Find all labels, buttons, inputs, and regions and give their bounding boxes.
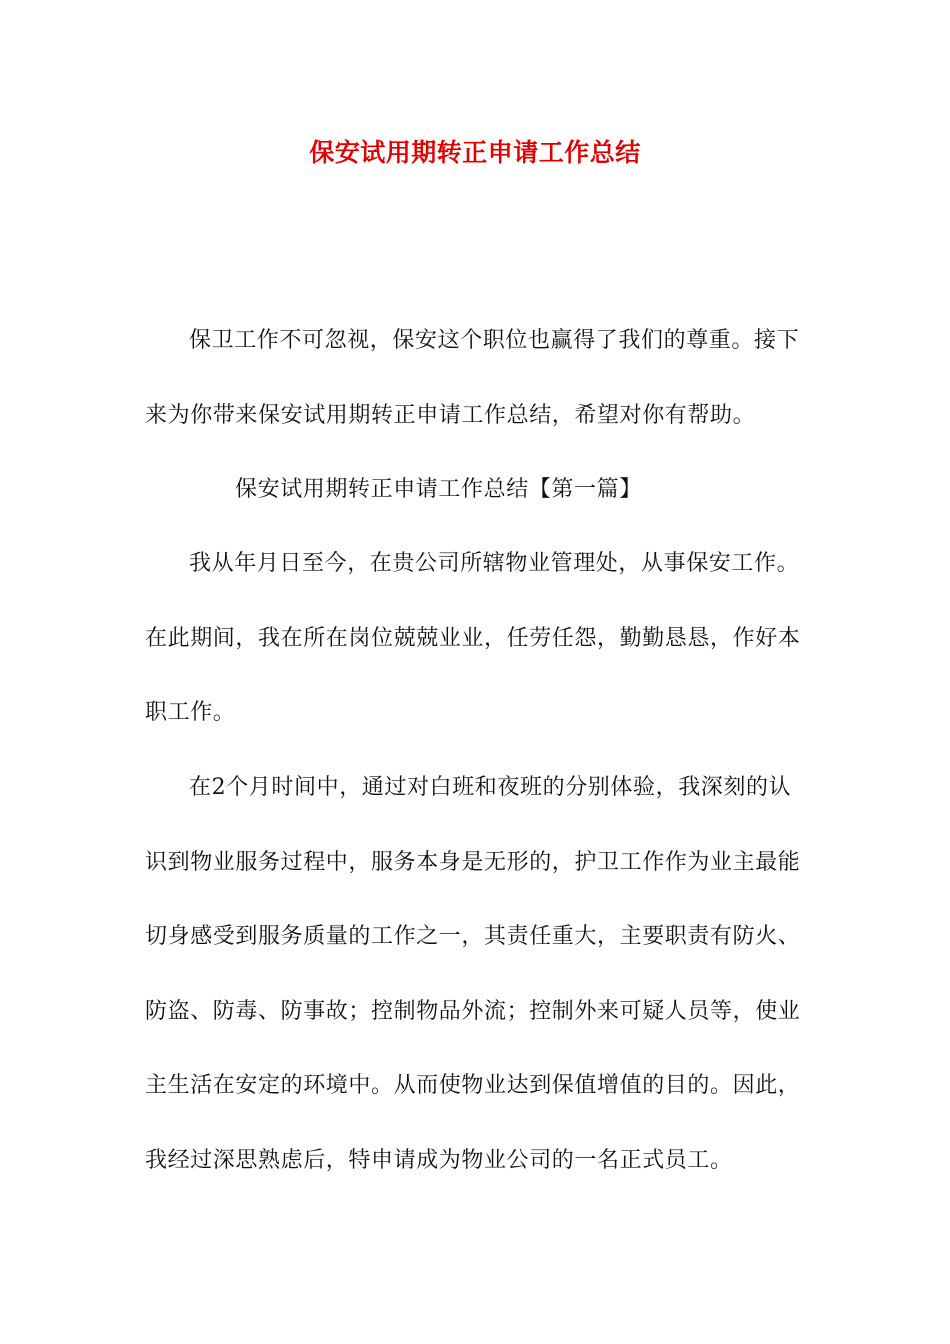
document-title: 保安试用期转正申请工作总结	[309, 138, 641, 167]
intro-text: 保卫工作不可忽视，保安这个职位也赢得了我们的尊重。接下来为你带来保安试用期转正申请工作总结，希望对你有帮助。	[145, 328, 800, 428]
body-paragraph-1	[145, 527, 810, 751]
section-heading: 保安试用期转正申请工作总结【第一篇】	[235, 477, 642, 502]
paragraph-text: 在2个月时间中，通过对白班和夜班的分别体验，我深刻的认识到物业服务过程中，服务本身是无形的，护卫工作作为业主最能切身感受到服务质量的工作之一，其责任重大，主要职责有防火、防盗、防毒、防事故；控制物品外流；控制外来可疑人员等，使业主生活在安定的环境中。从而使物业达到保值增值的目的。因此，我经过深思熟虑后，特申请成为物业公司的一名正式员工。	[145, 775, 801, 1173]
paragraph-text: 我从年月日至今，在贵公司所辖物业管理处，从事保安工作。在此期间，我在所在岗位兢兢业业，任劳任怨，勤勤恳恳，作好本职工作。	[145, 551, 801, 725]
intro-paragraph	[145, 304, 810, 453]
body-paragraph-2	[145, 751, 810, 1198]
